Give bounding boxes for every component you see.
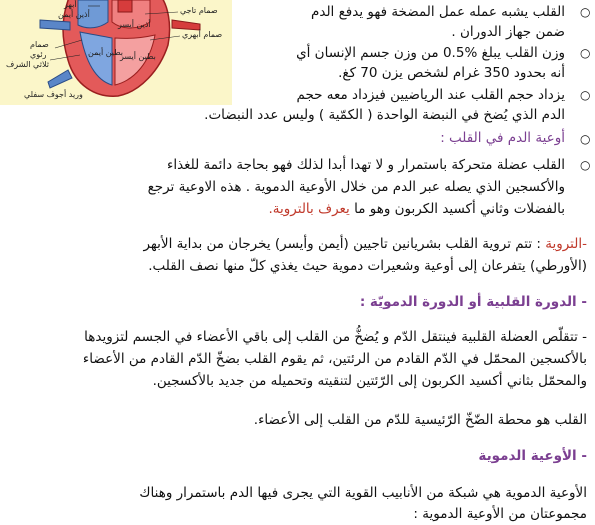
subheading-blood-vessels-heart: أوعية الدم في القلب : [440,130,565,146]
label-valve-mitral-1: صمام تاجي [180,6,218,15]
text-line-6: الدم الذي يُضخ في النبضة الواحدة ( الكمّية ) وليس عدد النبضات. [204,107,565,123]
label-inferior-vena-cava: وريد أجوف سفلي [24,90,83,99]
text-line-10 [268,199,565,219]
term-perfusion-heading: -التروية [545,236,587,252]
bullet-2: ○ [580,46,591,60]
text-line-11 [143,234,587,254]
label-valve-2: رئوي [30,50,47,59]
text-line-3: وزن القلب يبلغ %0.5 من وزن جسم الإنسان أي [296,45,565,61]
text-line-1: القلب يشبه عمله عمل المضخة فهو يدفع الدم [311,4,565,20]
text-line-15: بالأكسجين المحمّل في الدّم القادم من الرئتين، ثم يقوم القلب بضخّ الدّم القادم من الأعضاء [82,351,587,367]
heading-blood-vessels: - الأوعية الدموية [478,448,587,464]
heading-cardiac-cycle: - الدورة القلبية أو الدورة الدمويّة : [359,294,587,310]
text-line-12: (الأورطي) يتفرعان إلى أوعية وشعيرات دموية حيث يغذي كلّ منها نصف القلب. [148,258,587,274]
label-left-atrium: أذين أيسر [118,20,151,29]
text-line-17: القلب هو محطة الضّخّ الرّئيسية للدّم من القلب إلى الأعضاء. [253,412,587,428]
text-line-20: مجموعتان من الأوعية الدموية : [413,506,587,522]
term-perfusion: يعرف بالتروية. [268,201,350,217]
label-right-atrium: أذين أيمن [58,10,90,19]
text-line-4: أنه بحدود 350 غرام لشخص يزن 70 كغ. [338,65,565,81]
label-right-ventricle: بطين أيمن [88,48,123,57]
text-line-14: - تتقلّص العضلة القلبية فينتقل الدّم و يُضخُّ من القلب إلى باقي الأعضاء في الجسم لتزويدها [84,329,587,345]
text-line-11-b: : تتم تروية القلب بشريانين تاجيين (أيمن وأيسر) يخرجان من بداية الأبهر [143,236,546,252]
text-line-9: والأكسجين الذي يصله عبر الدم من خلال الأوعية الدموية . هذه الاوعية ترجع [147,179,565,195]
text-line-8: القلب عضلة متحركة باستمرار و لا تهدا أبدا لذلك فهو بحاجة دائمة للغذاء [166,157,565,173]
bullet-5: ○ [580,158,591,172]
text-line-2: ضمن جهاز الدوران . [451,24,565,40]
label-aorta: أبهر [64,0,77,9]
text-line-16: والمحمّل بثاني أكسيد الكربون إلى الرّئتين لتنقيته وتحميله من جديد بالأكسجين. [152,373,587,389]
bullet-4: ○ [580,132,591,146]
text-line-5: يزداد حجم القلب عند الرياضيين فيزداد معه حجم [296,87,565,103]
text-line-19: الأوعية الدموية هي شبكة من الأنابيب القوية التي يجرى فيها الدم باستمرار وهناك [139,485,587,501]
label-valve-1: صمام [30,40,49,49]
label-left-ventricle: بطين أيسر [120,52,156,61]
label-valve-aortic: صمام أبهري [182,30,223,39]
text-line-10-a: بالفضلات وثاني أكسيد الكربون وهو ما [349,201,565,217]
label-valve-tricuspid: ثلاثي الشرف [6,60,49,69]
heart-diagram [0,0,232,105]
bullet-3: ○ [580,88,591,102]
bullet-1: ○ [580,5,591,19]
